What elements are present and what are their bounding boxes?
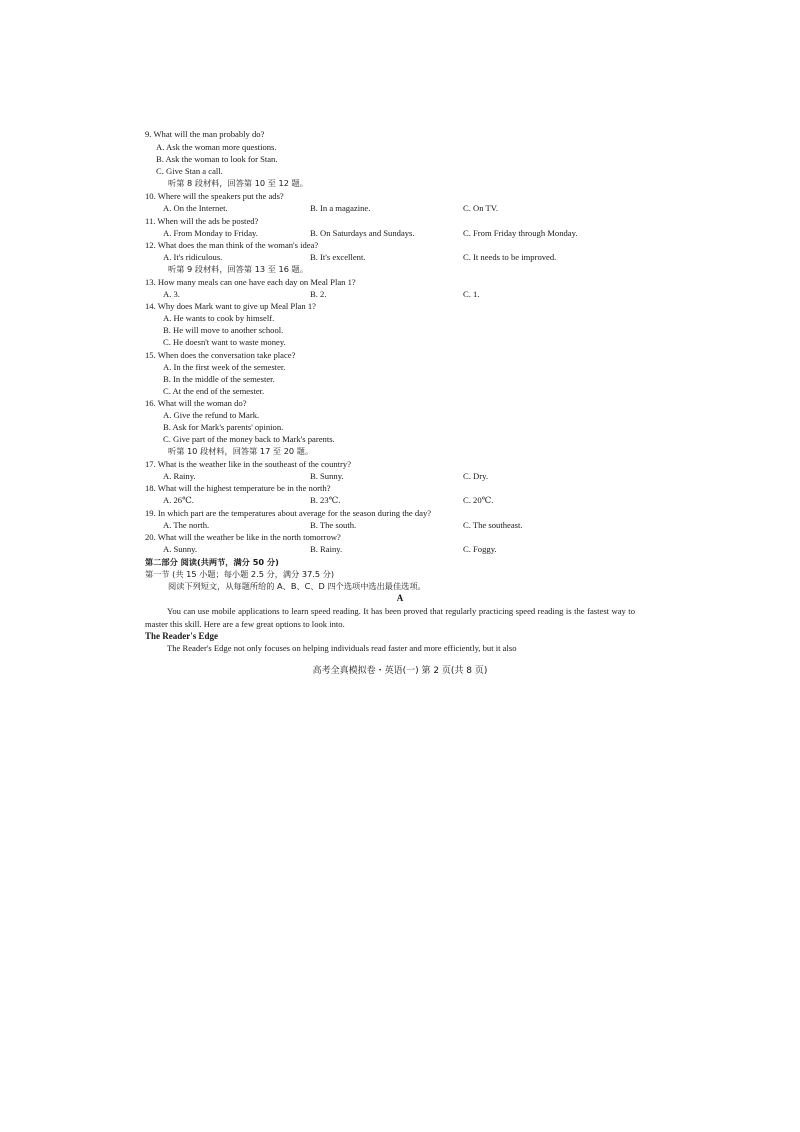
question-18-option-b: B. 23℃. [310,495,341,505]
question-20-option-c: C. Foggy. [463,544,497,554]
question-10-option-a: A. On the Internet. [163,203,228,213]
passage-paragraph-2: The Reader's Edge not only focuses on helping individuals read faster and more efficiently, but it also [167,643,517,653]
question-9-option-a: A. Ask the woman more questions. [156,142,277,152]
question-13-option-c: C. 1. [463,289,480,299]
question-11-option-c: C. From Friday through Monday. [463,228,578,238]
question-12-option-b: B. It's excellent. [310,252,366,262]
question-13-option-b: B. 2. [310,289,327,299]
question-18-option-c: C. 20℃. [463,495,494,505]
question-12-option-c: C. It needs to be improved. [463,252,557,262]
part-2-heading: 第二部分 阅读(共两节，满分 50 分) [145,557,279,567]
question-9-option-c: C. Give Stan a call. [156,166,223,176]
question-14-option-b: B. He will move to another school. [163,325,284,335]
question-9-option-b: B. Ask the woman to look for Stan. [156,154,278,164]
question-20-option-b: B. Rainy. [310,544,343,554]
question-10-option-b: B. In a magazine. [310,203,371,213]
question-15-option-a: A. In the first week of the semester. [163,362,286,372]
question-17-option-c: C. Dry. [463,471,488,481]
question-15-stem: 15. When does the conversation take place? [145,350,296,360]
section-8-instruction: 听第 8 段材料，回答第 10 至 12 题。 [168,178,308,188]
question-15-option-b: B. In the middle of the semester. [163,374,275,384]
question-19-stem: 19. In which part are the temperatures about average for the season during the day? [145,508,432,518]
section-9-instruction: 听第 9 段材料，回答第 13 至 16 题。 [168,264,308,274]
reading-instruction: 阅读下列短文，从每题所给的 A、B、C、D 四个选项中选出最佳选项。 [168,581,426,591]
question-16-option-b: B. Ask for Mark's parents' opinion. [163,422,284,432]
question-12-stem: 12. What does the man think of the woman's idea? [145,240,319,250]
question-16-option-c: C. Give part of the money back to Mark's parents. [163,434,335,444]
question-18-option-a: A. 26℃. [163,495,194,505]
question-11-stem: 11. When will the ads be posted? [145,216,259,226]
question-19-option-b: B. The south. [310,520,357,530]
section-1-heading: 第一节 (共 15 小题；每小题 2.5 分，满分 37.5 分) [145,569,335,579]
question-17-stem: 17. What is the weather like in the southeast of the country? [145,459,352,469]
question-19-option-c: C. The southeast. [463,520,523,530]
question-12-option-a: A. It's ridiculous. [163,252,223,262]
question-14-stem: 14. Why does Mark want to give up Meal Plan 1? [145,301,316,311]
question-16-stem: 16. What will the woman do? [145,398,247,408]
question-20-stem: 20. What will the weather be like in the north tomorrow? [145,532,341,542]
question-14-option-c: C. He doesn't want to waste money. [163,337,286,347]
question-15-option-c: C. At the end of the semester. [163,386,265,396]
question-13-stem: 13. How many meals can one have each day on Meal Plan 1? [145,277,356,287]
question-11-option-b: B. On Saturdays and Sundays. [310,228,415,238]
question-9-stem: 9. What will the man probably do? [145,129,265,139]
question-19-option-a: A. The north. [163,520,210,530]
passage-label: A [396,593,404,603]
passage-heading-readers-edge: The Reader's Edge [145,631,218,641]
section-10-instruction: 听第 10 段材料，回答第 17 至 20 题。 [168,446,314,456]
question-18-stem: 18. What will the highest temperature be in the north? [145,483,331,493]
question-13-option-a: A. 3. [163,289,180,299]
page-footer: 高考全真模拟卷・英语(一) 第 2 页(共 8 页) [312,666,488,676]
question-20-option-a: A. Sunny. [163,544,198,554]
question-10-stem: 10. Where will the speakers put the ads? [145,191,284,201]
question-10-option-c: C. On TV. [463,203,499,213]
question-11-option-a: A. From Monday to Friday. [163,228,258,238]
passage-paragraph-1: You can use mobile applications to learn speed reading. It has been proved that regularly practicing speed reading is the fastest way to master this skill. Here are a few great options to look into. [145,606,635,629]
question-17-option-a: A. Rainy. [163,471,196,481]
question-17-option-b: B. Sunny. [310,471,344,481]
question-16-option-a: A. Give the refund to Mark. [163,410,260,420]
question-14-option-a: A. He wants to cook by himself. [163,313,275,323]
